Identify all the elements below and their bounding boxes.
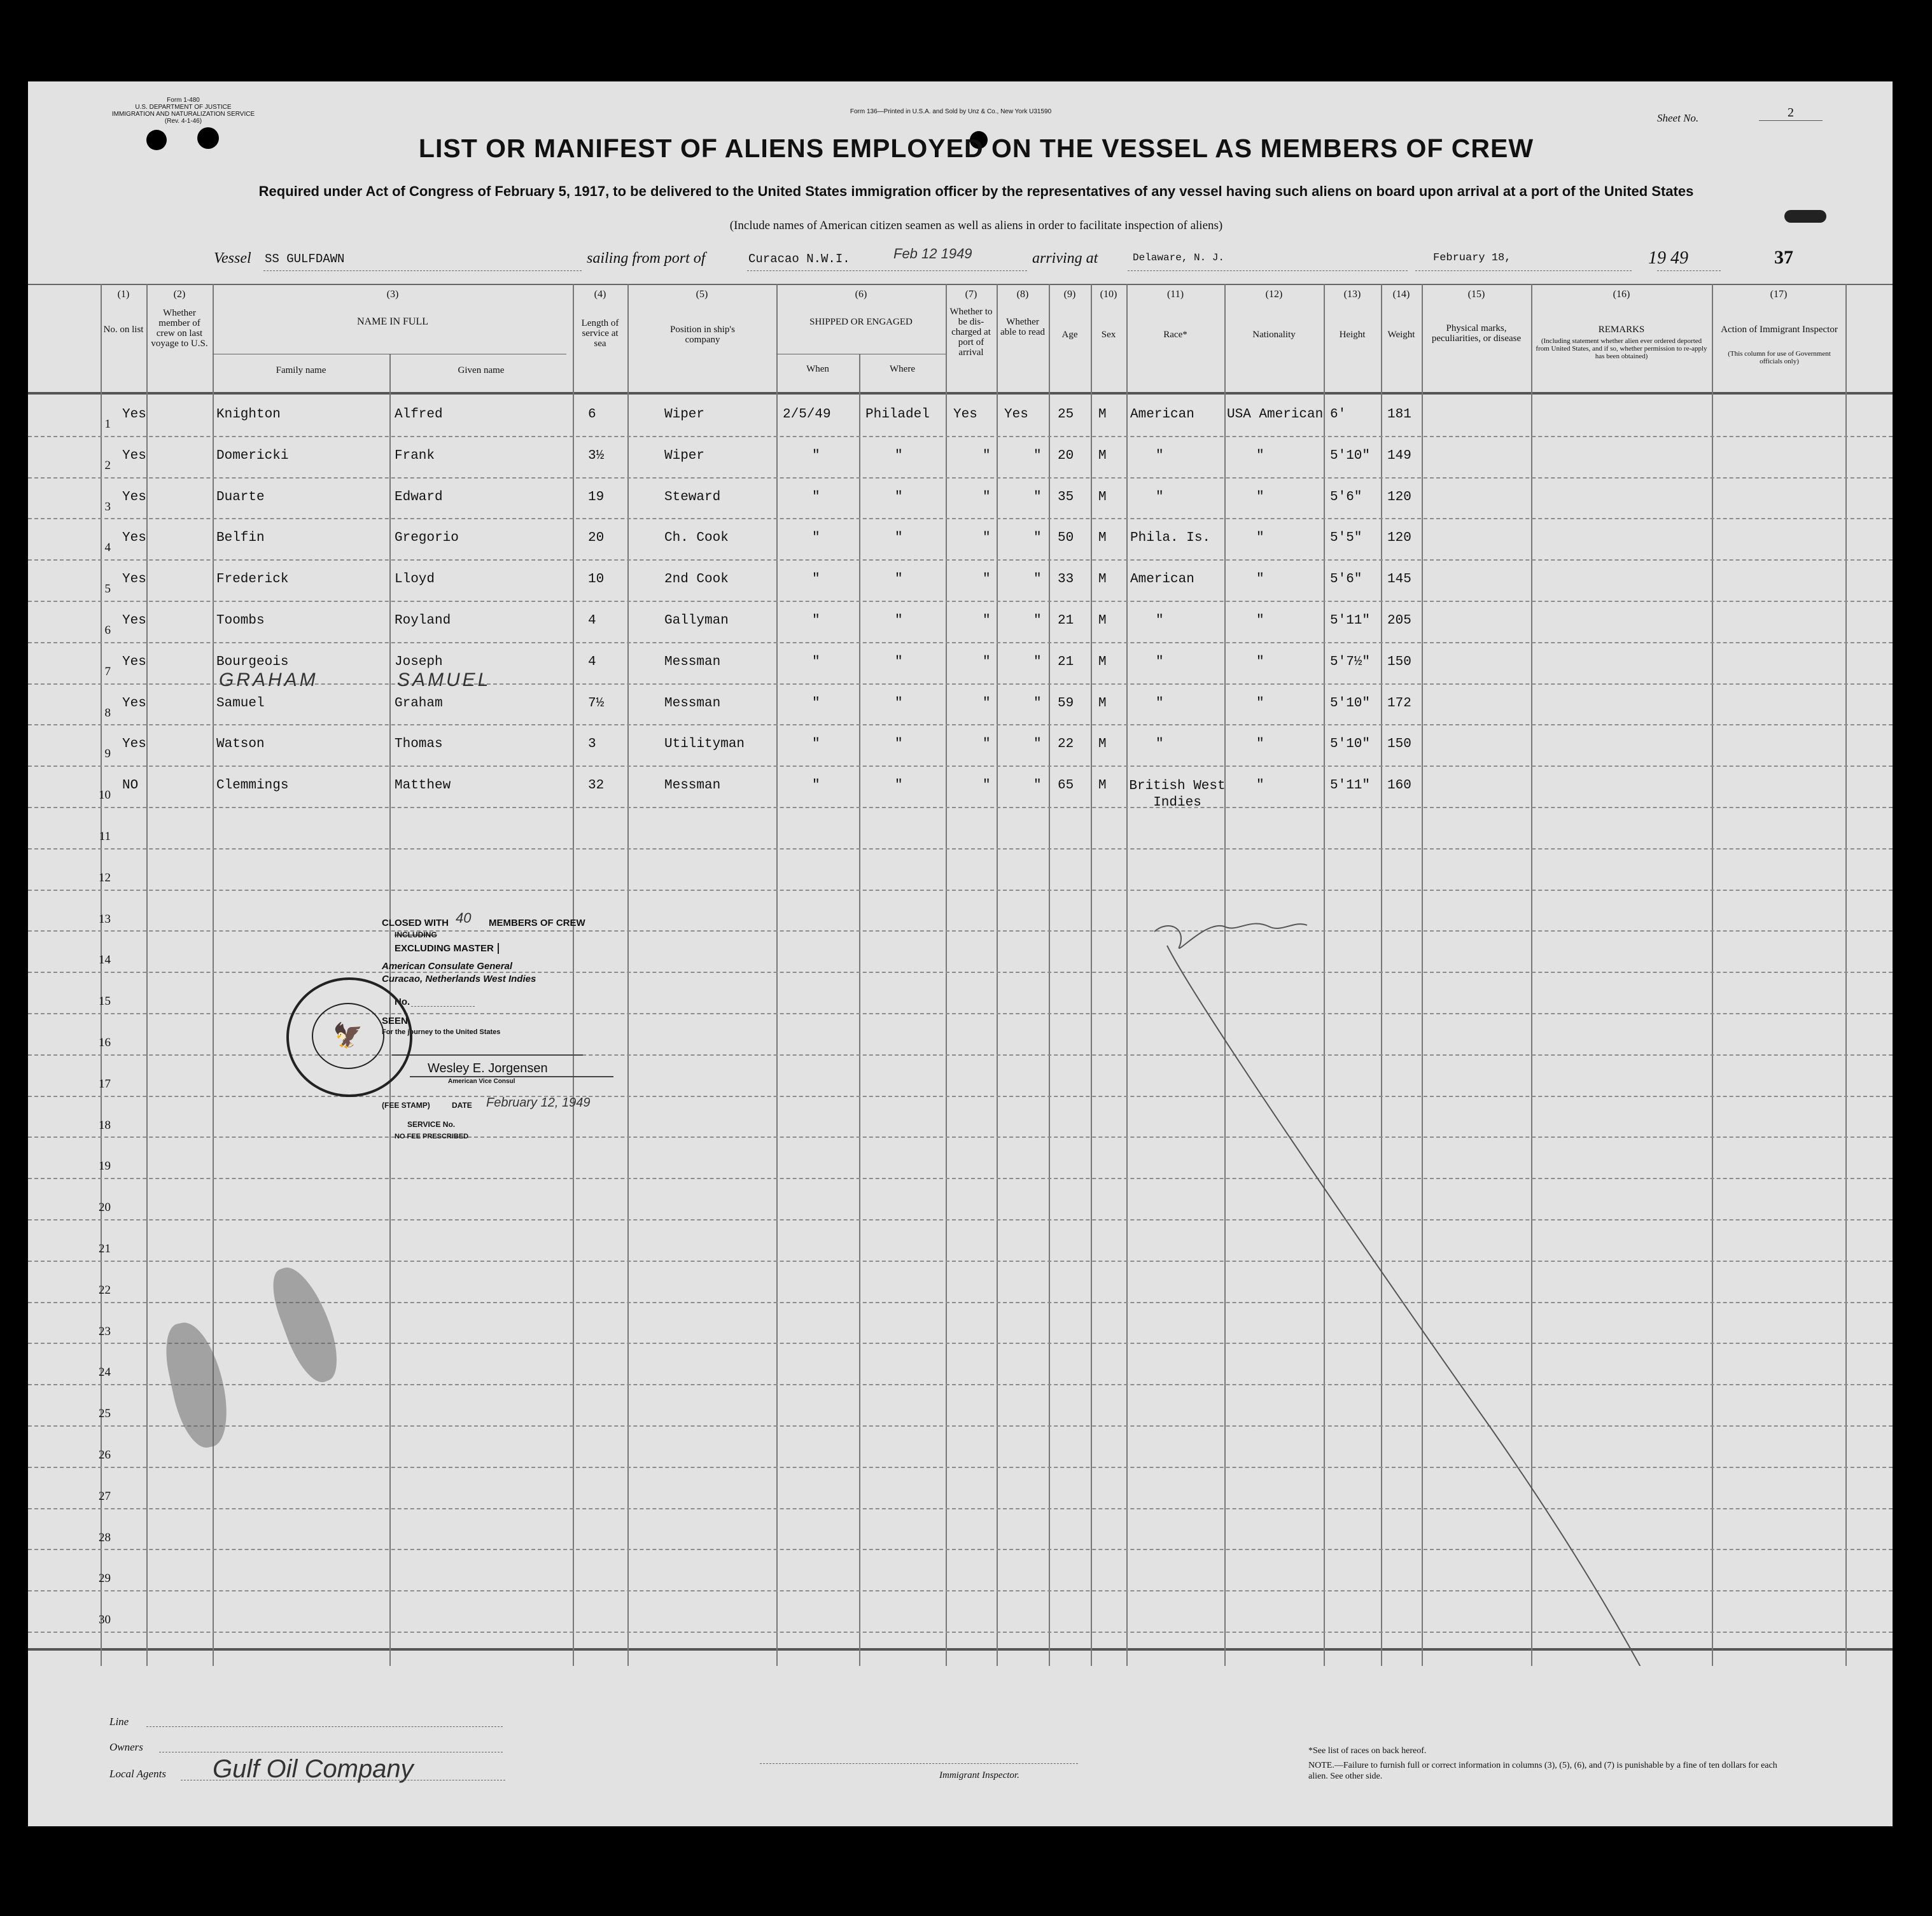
agents-label: Local Agents [109, 1768, 166, 1780]
height-cell: 5'10" [1330, 448, 1371, 463]
page-title: LIST OR MANIFEST OF ALIENS EMPLOYED ON THE VESSEL AS MEMBERS OF CREW [418, 134, 1534, 163]
sex-cell: M [1098, 613, 1107, 628]
nationality-cell: " [1256, 654, 1264, 669]
row-number: 5 [104, 582, 111, 596]
col-17-number: (17) [1770, 289, 1788, 300]
sailing-date: Feb 12 1949 [893, 246, 972, 262]
height-cell: 5'7½" [1330, 654, 1371, 669]
discharged-cell: " [983, 572, 991, 587]
col-14-header: Weight [1387, 330, 1415, 340]
shipped-where-cell: " [895, 448, 903, 463]
arriving-label: arriving at [1032, 250, 1098, 267]
family-name-cell: Toombs [216, 613, 265, 628]
stamp-consulate: American Consulate General [382, 961, 513, 972]
weight-cell: 205 [1387, 613, 1411, 628]
family-name-cell: Domericki [216, 448, 289, 463]
crew-last-voyage-cell: Yes [122, 654, 146, 669]
stamp-excluding: EXCLUDING MASTER [395, 943, 499, 954]
col-12-number: (12) [1265, 289, 1283, 300]
row-number: 21 [99, 1242, 111, 1255]
shipped-where-cell: " [895, 572, 903, 587]
row-number: 25 [99, 1407, 111, 1421]
diagonal-pen-line [1167, 946, 1803, 1666]
age-cell: 50 [1058, 531, 1074, 546]
family-name-cell: Clemmings [216, 778, 289, 794]
given-name-cell: Edward [395, 489, 443, 505]
manifest-sheet [28, 81, 1893, 1826]
nationality-cell: " [1256, 613, 1264, 628]
family-name-cell: Watson [216, 737, 265, 752]
service-length-cell: 4 [588, 654, 596, 669]
height-cell: 5'5" [1330, 531, 1362, 546]
row-number: 28 [99, 1530, 111, 1544]
owners-label: Owners [109, 1741, 143, 1753]
shipped-when-cell: " [812, 489, 820, 505]
able-to-read-cell: " [1033, 489, 1042, 505]
col-16-number: (16) [1613, 289, 1630, 300]
age-cell: 22 [1058, 737, 1074, 752]
row-number: 29 [99, 1572, 111, 1586]
height-cell: 5'6" [1330, 489, 1362, 505]
family-name-cell: Samuel [216, 696, 265, 711]
row-number: 23 [99, 1324, 111, 1338]
col-15-header: Physical marks, peculiarities, or disease [1431, 323, 1522, 344]
family-name-cell: Belfin [216, 531, 265, 546]
row-number: 4 [104, 541, 111, 555]
handwritten-family-correction: GRAHAM [219, 669, 318, 690]
able-to-read-cell: " [1033, 696, 1042, 711]
handwritten-given-correction: SAMUEL [397, 669, 491, 690]
sex-cell: M [1098, 737, 1107, 752]
row-number: 15 [99, 995, 111, 1009]
row-number: 20 [99, 1201, 111, 1215]
col-12-header: Nationality [1252, 330, 1296, 340]
weight-cell: 172 [1387, 696, 1411, 711]
punch-hole [146, 130, 167, 150]
family-name-cell: Bourgeois [216, 654, 289, 669]
sailing-port: Curacao N.W.I. [748, 252, 850, 266]
service-length-cell: 7½ [588, 696, 605, 711]
race-cell: Phila. Is. [1130, 531, 1211, 546]
weight-cell: 149 [1387, 448, 1411, 463]
row-number: 14 [99, 953, 111, 967]
able-to-read-cell: " [1033, 654, 1042, 669]
shipped-where-cell: " [895, 696, 903, 711]
nationality-cell: " [1256, 696, 1264, 711]
service-length-cell: 3 [588, 737, 596, 752]
stamp-including: INCLUDING [395, 930, 437, 939]
form-revision: (Rev. 4-1-46) [164, 118, 202, 125]
shipped-where-cell: " [895, 531, 903, 546]
shipped-when-cell: " [812, 778, 820, 794]
row-number: 13 [99, 912, 111, 926]
shipped-when-cell: " [812, 654, 820, 669]
race-cell: " [1156, 448, 1164, 463]
form-number: Form 1-480 [167, 97, 200, 104]
col-6-where-header: Where [890, 364, 915, 374]
crew-manifest-table [28, 284, 1893, 1666]
pen-marks [28, 284, 1893, 1666]
position-cell: Messman [664, 696, 721, 711]
sex-cell: M [1098, 696, 1107, 711]
row-number: 17 [99, 1077, 111, 1091]
printer-line: Form 136—Printed in U.S.A. and Sold by Unz & Co., New York U31590 [850, 108, 1052, 115]
family-name-cell: Frederick [216, 572, 289, 587]
col-16-header: REMARKS [1598, 325, 1645, 335]
inspector-label: Immigrant Inspector. [939, 1770, 1019, 1780]
given-name-cell: Royland [395, 613, 451, 628]
col-6-when-header: When [806, 364, 829, 374]
race-cell: " [1156, 613, 1164, 628]
col-17-note: (This column for use of Government officials only) [1728, 350, 1831, 365]
able-to-read-cell: " [1033, 572, 1042, 587]
able-to-read-cell: " [1033, 778, 1042, 794]
shipped-where-cell: " [895, 489, 903, 505]
service-length-cell: 6 [588, 407, 596, 422]
col-3-family-header: Family name [276, 365, 326, 375]
crew-last-voyage-cell: Yes [122, 696, 146, 711]
sex-cell: M [1098, 572, 1107, 587]
race-cell: " [1156, 489, 1164, 505]
discharged-cell: " [983, 737, 991, 752]
stamp-crew-count: 40 [456, 910, 472, 926]
year: 19 49 [1648, 248, 1688, 268]
col-13-number: (13) [1343, 289, 1361, 300]
crew-last-voyage-cell: Yes [122, 407, 146, 422]
nationality-cell: " [1256, 572, 1264, 587]
shipped-when-cell: " [812, 696, 820, 711]
col-14-number: (14) [1392, 289, 1410, 300]
vessel-label: Vessel [214, 250, 251, 267]
discharged-cell: " [983, 778, 991, 794]
col-10-header: Sex [1101, 330, 1116, 340]
given-name-cell: Frank [395, 448, 435, 463]
vessel-name: SS GULFDAWN [265, 252, 345, 266]
age-cell: 35 [1058, 489, 1074, 505]
discharged-cell: " [983, 489, 991, 505]
col-6-header: SHIPPED OR ENGAGED [809, 317, 913, 327]
shipped-where-cell: " [895, 654, 903, 669]
col-2-header: Whether member of crew on last voyage to U.S. [151, 308, 208, 349]
row-number: 12 [99, 871, 111, 885]
col-1-number: (1) [117, 289, 130, 300]
subtitle: Required under Act of Congress of February 5, 1917, to be delivered to the United States immigration officer by the representatives of any vessel having such aliens on board upon arrival at a port of the United States [258, 183, 1694, 199]
col-10-number: (10) [1100, 289, 1117, 300]
sex-cell: M [1098, 407, 1107, 422]
crew-last-voyage-cell: Yes [122, 613, 146, 628]
col-3-header: NAME IN FULL [357, 316, 428, 327]
row-number: 3 [104, 500, 111, 514]
stamp-officer: Wesley E. Jorgensen [428, 1061, 548, 1075]
discharged-cell: " [983, 448, 991, 463]
penalty-note: NOTE.—Failure to furnish full or correct information in columns (3), (5), (6), and (7) is punishable by a fine of ten dollars for each alien. See other side. [1308, 1761, 1777, 1781]
row-number: 9 [104, 747, 111, 761]
shipped-when-cell: " [812, 572, 820, 587]
weight-cell: 181 [1387, 407, 1411, 422]
crew-last-voyage-cell: Yes [122, 531, 146, 546]
col-9-number: (9) [1063, 289, 1076, 300]
arriving-port: Delaware, N. J. [1133, 252, 1225, 263]
position-cell: Ch. Cook [664, 531, 729, 546]
row-number: 22 [99, 1283, 111, 1297]
age-cell: 59 [1058, 696, 1074, 711]
col-7-number: (7) [965, 289, 977, 300]
col-3-number: (3) [386, 289, 399, 300]
discharged-cell: " [983, 531, 991, 546]
race-cell: " [1156, 654, 1164, 669]
col-2-number: (2) [173, 289, 186, 300]
col-1-header: No. on list [103, 325, 144, 335]
height-cell: 6' [1330, 407, 1347, 422]
signature-scribble [1154, 923, 1307, 948]
service-length-cell: 10 [588, 572, 605, 587]
agents-signature: Gulf Oil Company [213, 1755, 414, 1783]
col-11-header: Race* [1163, 330, 1187, 340]
shipped-when-cell: " [812, 448, 820, 463]
able-to-read-cell: " [1033, 737, 1042, 752]
family-name-cell: Duarte [216, 489, 265, 505]
department: U.S. DEPARTMENT OF JUSTICE [135, 104, 232, 111]
row-number: 6 [104, 624, 111, 637]
discharged-cell: Yes [953, 407, 977, 422]
form-header [94, 97, 272, 125]
race-cell: British West Indies [1129, 779, 1226, 811]
height-cell: 5'11" [1330, 613, 1371, 628]
service-length-cell: 32 [588, 778, 605, 794]
position-cell: Messman [664, 654, 721, 669]
races-note: *See list of races on back hereof. [1308, 1746, 1427, 1756]
page-number: 37 [1774, 247, 1793, 268]
row-number: 2 [104, 458, 111, 472]
shipped-when-cell: " [812, 531, 820, 546]
given-name-cell: Matthew [395, 778, 451, 794]
shipped-when-cell: " [812, 613, 820, 628]
nationality-cell: " [1256, 531, 1264, 546]
given-name-cell: Graham [395, 696, 443, 711]
sex-cell: M [1098, 489, 1107, 505]
race-cell: " [1156, 737, 1164, 752]
nationality-cell: USA American [1227, 407, 1324, 422]
row-number: 7 [104, 664, 111, 678]
weight-cell: 160 [1387, 778, 1411, 794]
stamp-date: February 12, 1949 [486, 1096, 591, 1110]
col-4-number: (4) [594, 289, 606, 300]
height-cell: 5'11" [1330, 778, 1371, 794]
shipped-where-cell: " [895, 613, 903, 628]
discharged-cell: " [983, 654, 991, 669]
nationality-cell: " [1256, 737, 1264, 752]
service-length-cell: 3½ [588, 448, 605, 463]
discharged-cell: " [983, 613, 991, 628]
row-number: 8 [104, 706, 111, 720]
stamp-fee-prescribed: NO FEE PRESCRIBED [395, 1133, 469, 1140]
row-number: 19 [99, 1159, 111, 1173]
col-6-number: (6) [855, 289, 867, 300]
age-cell: 21 [1058, 654, 1074, 669]
col-11-number: (11) [1166, 289, 1184, 300]
given-name-cell: Alfred [395, 407, 443, 422]
shipped-where-cell: " [895, 778, 903, 794]
discharged-cell: " [983, 696, 991, 711]
stamp-no-label: No. [395, 996, 410, 1007]
col-5-number: (5) [696, 289, 708, 300]
row-number: 26 [99, 1448, 111, 1462]
given-name-cell: Lloyd [395, 572, 435, 587]
col-16-note: (Including statement whether alien ever ordered deported from United States, and if so, whether permission to re-apply has been obtained) [1536, 337, 1707, 360]
family-name-cell: Knighton [216, 407, 281, 422]
service-length-cell: 20 [588, 531, 605, 546]
crew-last-voyage-cell: Yes [122, 737, 146, 752]
race-cell: American [1130, 572, 1194, 587]
col-17-header: Action of Immigrant Inspector [1721, 325, 1838, 335]
height-cell: 5'10" [1330, 737, 1371, 752]
race-cell: " [1156, 696, 1164, 711]
col-13-header: Height [1339, 330, 1366, 340]
crew-last-voyage-cell: Yes [122, 572, 146, 587]
col-8-number: (8) [1016, 289, 1029, 300]
row-number: 30 [99, 1613, 111, 1627]
col-9-header: Age [1061, 330, 1078, 340]
position-cell: Utilityman [664, 737, 745, 752]
position-cell: Steward [664, 489, 721, 505]
row-number: 24 [99, 1366, 111, 1380]
service-length-cell: 4 [588, 613, 596, 628]
weight-cell: 150 [1387, 737, 1411, 752]
crew-last-voyage-cell: Yes [122, 448, 146, 463]
shipped-when-cell: 2/5/49 [783, 407, 831, 422]
sex-cell: M [1098, 448, 1107, 463]
col-8-header: Whether able to read [1000, 317, 1045, 337]
stamp-service-label: SERVICE No. [407, 1120, 456, 1129]
given-name-cell: Gregorio [395, 531, 459, 546]
age-cell: 20 [1058, 448, 1074, 463]
col-7-header: Whether to be dis-charged at port of arrival [949, 307, 993, 358]
stamp-officer-title: American Vice Consul [448, 1078, 515, 1085]
sheet-number: 2 [1759, 106, 1823, 121]
shipped-where-cell: " [895, 737, 903, 752]
position-cell: Messman [664, 778, 721, 794]
shipped-where-cell: Philadel [865, 407, 930, 422]
col-4-header: Length of service at sea [581, 318, 619, 349]
nationality-cell: " [1256, 778, 1264, 794]
weight-cell: 150 [1387, 654, 1411, 669]
nationality-cell: " [1256, 489, 1264, 505]
row-number: 11 [99, 830, 111, 843]
sex-cell: M [1098, 654, 1107, 669]
row-number: 10 [99, 788, 111, 802]
col-15-number: (15) [1467, 289, 1485, 300]
stamp-seen: SEEN [382, 1016, 408, 1026]
age-cell: 21 [1058, 613, 1074, 628]
stamp-closed-with: CLOSED WITH [382, 918, 449, 928]
age-cell: 25 [1058, 407, 1074, 422]
given-name-cell: Thomas [395, 737, 443, 752]
nationality-cell: " [1256, 448, 1264, 463]
line-label: Line [109, 1716, 129, 1728]
row-number: 18 [99, 1118, 111, 1132]
sheet-label: Sheet No. [1657, 112, 1699, 124]
age-cell: 65 [1058, 778, 1074, 794]
able-to-read-cell: " [1033, 531, 1042, 546]
able-to-read-cell: Yes [1004, 407, 1028, 422]
position-cell: Gallyman [664, 613, 729, 628]
position-cell: 2nd Cook [664, 572, 729, 587]
sailing-label: sailing from port of [587, 250, 706, 267]
race-cell: American [1130, 407, 1194, 422]
able-to-read-cell: " [1033, 448, 1042, 463]
service-length-cell: 19 [588, 489, 605, 505]
position-cell: Wiper [664, 448, 705, 463]
weight-cell: 120 [1387, 489, 1411, 505]
age-cell: 33 [1058, 572, 1074, 587]
crew-last-voyage-cell: Yes [122, 489, 146, 505]
col-5-header: Position in ship's company [670, 325, 735, 345]
eagle-icon: 🦅 [312, 1003, 384, 1069]
arriving-date: February 18, [1433, 252, 1511, 264]
stamp-fee-stamp: (FEE STAMP) [382, 1101, 430, 1110]
stamp-members: MEMBERS OF CREW [489, 918, 585, 928]
crew-last-voyage-cell: NO [122, 778, 139, 794]
height-cell: 5'10" [1330, 696, 1371, 711]
service-name: IMMIGRATION AND NATURALIZATION SERVICE [111, 111, 255, 118]
stamp-place: Curacao, Netherlands West Indies [382, 974, 536, 984]
height-cell: 5'6" [1330, 572, 1362, 587]
row-number: 16 [99, 1036, 111, 1049]
given-name-cell: Joseph [395, 654, 443, 669]
able-to-read-cell: " [1033, 613, 1042, 628]
sex-cell: M [1098, 778, 1107, 794]
weight-cell: 120 [1387, 531, 1411, 546]
col-3-given-header: Given name [458, 365, 505, 375]
subtitle-note: (Include names of American citizen seamen as well as aliens in order to facilitate inspection of aliens) [729, 219, 1223, 232]
shipped-when-cell: " [812, 737, 820, 752]
position-cell: Wiper [664, 407, 705, 422]
stamp-journey: For the journey to the United States [382, 1028, 501, 1036]
weight-cell: 145 [1387, 572, 1411, 587]
row-number: 27 [99, 1489, 111, 1503]
sex-cell: M [1098, 531, 1107, 546]
row-number: 1 [104, 417, 111, 431]
stamp-date-label: DATE [452, 1101, 472, 1110]
